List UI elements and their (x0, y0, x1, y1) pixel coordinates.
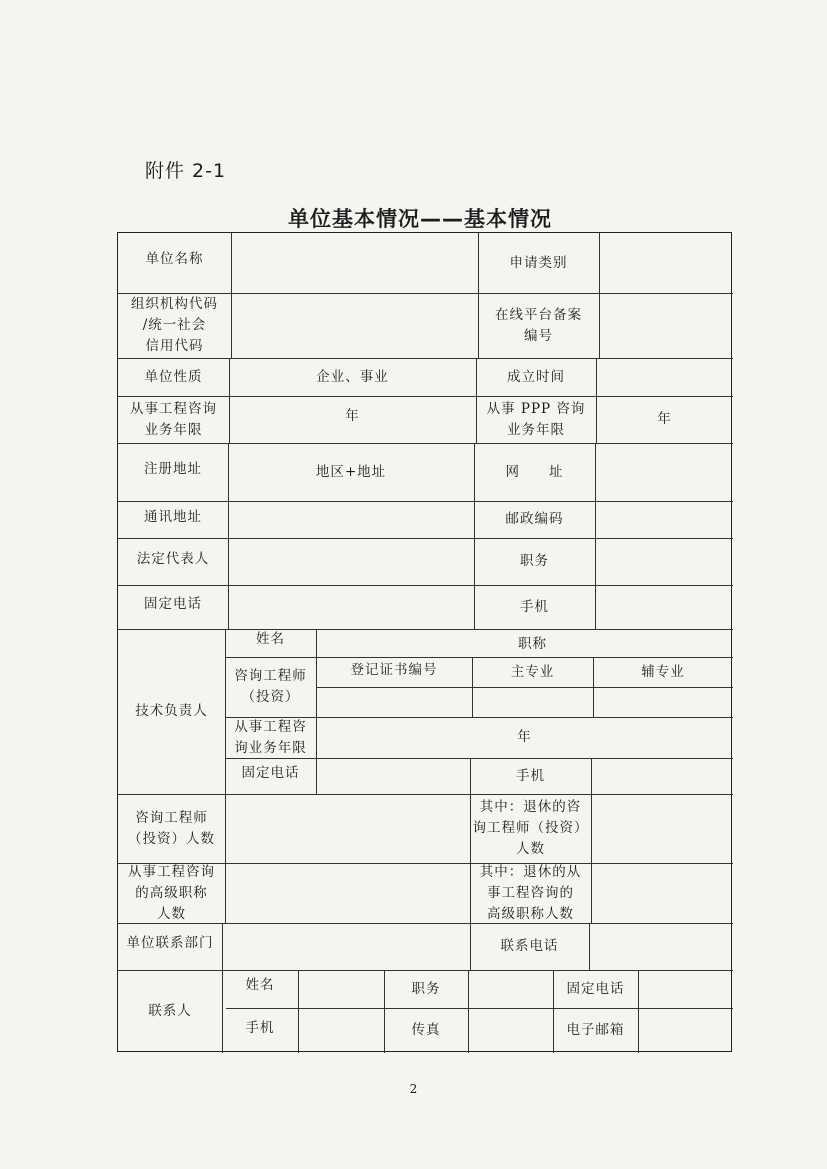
value-consult-years-unit: 年 (345, 407, 360, 424)
label-tl-landline: 固定电话 (241, 764, 300, 781)
label-tech-lead: 技术负责人 (135, 703, 208, 719)
attachment-label: 附件 2-1 (145, 160, 227, 182)
label-ppp-years: 从事 PPP 咨询 业务年限 (486, 400, 586, 438)
label-cp-fax: 传真 (411, 1022, 441, 1038)
label-retired-senior: 其中：退休的从 事工程咨询的 高级职称人数 (479, 863, 582, 922)
label-position: 职务 (520, 553, 549, 569)
label-reg-address: 注册地址 (144, 460, 202, 477)
label-tl-major: 主专业 (510, 663, 555, 680)
label-mobile: 手机 (520, 598, 549, 615)
label-landline: 固定电话 (144, 595, 202, 612)
label-org-code: 组织机构代码 /统一社会 信用代码 (131, 296, 218, 354)
label-tl-years: 从事工程咨 询业务年限 (234, 718, 307, 756)
label-tl-mobile: 手机 (516, 767, 545, 784)
label-apply-category: 申请类别 (509, 254, 568, 271)
label-tl-title: 职称 (518, 635, 547, 652)
label-eng-count: 咨询工程师 （投资）人数 (128, 809, 215, 847)
label-tl-name: 姓名 (256, 630, 285, 647)
label-cp-mobile: 手机 (245, 1019, 275, 1036)
label-contact-phone: 联系电话 (500, 938, 559, 954)
value-reg-address: 地区+地址 (315, 463, 387, 480)
value-tl-years-unit: 年 (517, 729, 532, 745)
label-tl-cert-no: 登记证书编号 (350, 661, 438, 678)
label-postcode: 邮政编码 (505, 511, 564, 527)
label-website: 网 址 (505, 463, 564, 480)
page-number: 2 (409, 1082, 418, 1096)
label-tl-minor: 辅专业 (641, 663, 685, 680)
value-unit-nature: 企业、事业 (316, 368, 389, 385)
label-cp-name: 姓名 (245, 976, 275, 993)
label-cp-position: 职务 (411, 980, 441, 997)
label-cp-email: 电子邮箱 (566, 1022, 625, 1038)
label-contact-dept: 单位联系部门 (126, 934, 214, 951)
label-legal-rep: 法定代表人 (136, 550, 210, 567)
label-cp-landline: 固定电话 (566, 980, 625, 997)
label-unit-name: 单位名称 (145, 250, 204, 267)
label-senior-count: 从事工程咨询 的高级职称 人数 (128, 863, 215, 922)
label-retired-eng: 其中：退休的咨 询工程师（投资） 人数 (472, 799, 589, 857)
label-platform-reg: 在线平台备案 编号 (495, 306, 582, 344)
label-tl-engineer: 咨询工程师 （投资） (234, 668, 307, 705)
label-unit-nature: 单位性质 (144, 368, 203, 385)
label-contact-person: 联系人 (148, 1003, 192, 1019)
label-founded: 成立时间 (507, 368, 565, 385)
basic-info-table (117, 232, 732, 1052)
value-ppp-years-unit: 年 (657, 411, 672, 427)
label-mail-address: 通讯地址 (144, 508, 202, 525)
form-title: 单位基本情况——基本情况 (288, 207, 552, 231)
label-consult-years: 从事工程咨询 业务年限 (130, 400, 217, 438)
